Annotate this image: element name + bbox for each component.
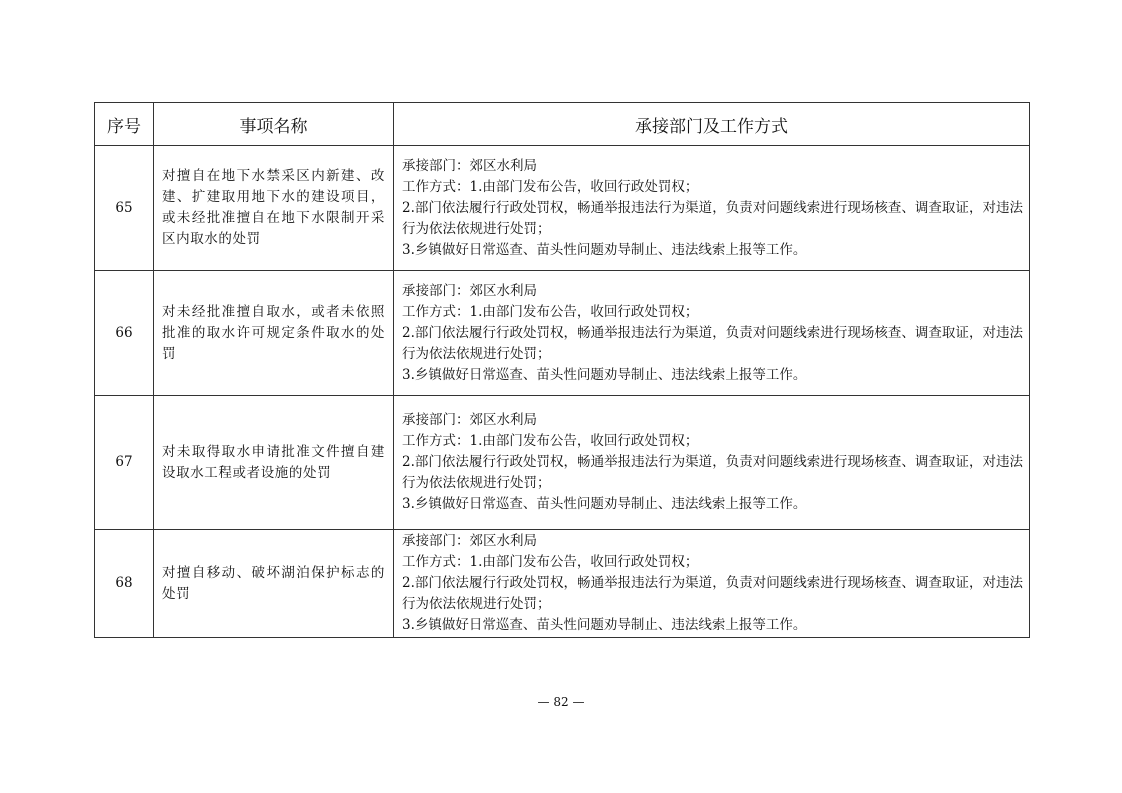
row-number: 68 [95, 530, 154, 638]
department-method-cell [394, 271, 1030, 396]
item-name: 对未经批准擅自取水，或者未依照批准的取水许可规定条件取水的处罚 [154, 271, 394, 396]
method-line: 2.部门依法履行行政处罚权，畅通举报违法行为渠道，负责对问题线索进行现场核查、调查取证，对违法行为依法依规进行处罚； [402, 575, 1023, 612]
method-line: 3.乡镇做好日常巡查、苗头性问题劝导制止、违法线索上报等工作。 [402, 496, 807, 512]
method-line: 3.乡镇做好日常巡查、苗头性问题劝导制止、违法线索上报等工作。 [402, 366, 807, 383]
method-line: 工作方式：1.由部门发布公告，收回行政处罚权； [402, 178, 699, 195]
header-item-name: 事项名称 [154, 103, 394, 146]
header-serial-number: 序号 [95, 103, 154, 146]
table-row [95, 530, 1030, 638]
method-line: 3.乡镇做好日常巡查、苗头性问题劝导制止、违法线索上报等工作。 [402, 241, 807, 258]
department-line: 承接部门：郊区水利局 [402, 533, 537, 549]
department-method-cell [394, 530, 1030, 638]
method-line: 工作方式：1.由部门发布公告，收回行政处罚权； [402, 433, 699, 449]
item-name: 对未取得取水申请批准文件擅自建设取水工程或者设施的处罚 [154, 396, 394, 530]
row-number: 67 [95, 396, 154, 530]
items-table [94, 102, 1030, 638]
department-method-cell [394, 396, 1030, 530]
item-name: 对擅自在地下水禁采区内新建、改建、扩建取用地下水的建设项目，或未经批准擅自在地下水限制开采区内取水的处罚 [154, 146, 394, 271]
method-line: 工作方式：1.由部门发布公告，收回行政处罚权； [402, 303, 699, 320]
department-method-cell [394, 146, 1030, 271]
method-line: 2.部门依法履行行政处罚权，畅通举报违法行为渠道，负责对问题线索进行现场核查、调查取证，对违法行为依法依规进行处罚； [402, 199, 1023, 237]
department-line: 承接部门：郊区水利局 [402, 157, 537, 174]
department-line: 承接部门：郊区水利局 [402, 412, 537, 428]
header-department-method: 承接部门及工作方式 [394, 103, 1030, 146]
row-number: 65 [95, 146, 154, 271]
page-number: — 82 — [537, 695, 585, 709]
table-header-row [95, 103, 1030, 146]
table-row [95, 271, 1030, 396]
method-line: 2.部门依法履行行政处罚权，畅通举报违法行为渠道，负责对问题线索进行现场核查、调查取证，对违法行为依法依规进行处罚； [402, 454, 1023, 491]
table-row [95, 146, 1030, 271]
department-line: 承接部门：郊区水利局 [402, 282, 537, 299]
row-number: 66 [95, 271, 154, 396]
table-row [95, 396, 1030, 530]
method-line: 2.部门依法履行行政处罚权，畅通举报违法行为渠道，负责对问题线索进行现场核查、调查取证，对违法行为依法依规进行处罚； [402, 324, 1023, 362]
item-name: 对擅自移动、破坏湖泊保护标志的处罚 [154, 530, 394, 638]
method-line: 工作方式：1.由部门发布公告，收回行政处罚权； [402, 554, 699, 570]
method-line: 3.乡镇做好日常巡查、苗头性问题劝导制止、违法线索上报等工作。 [402, 617, 807, 633]
